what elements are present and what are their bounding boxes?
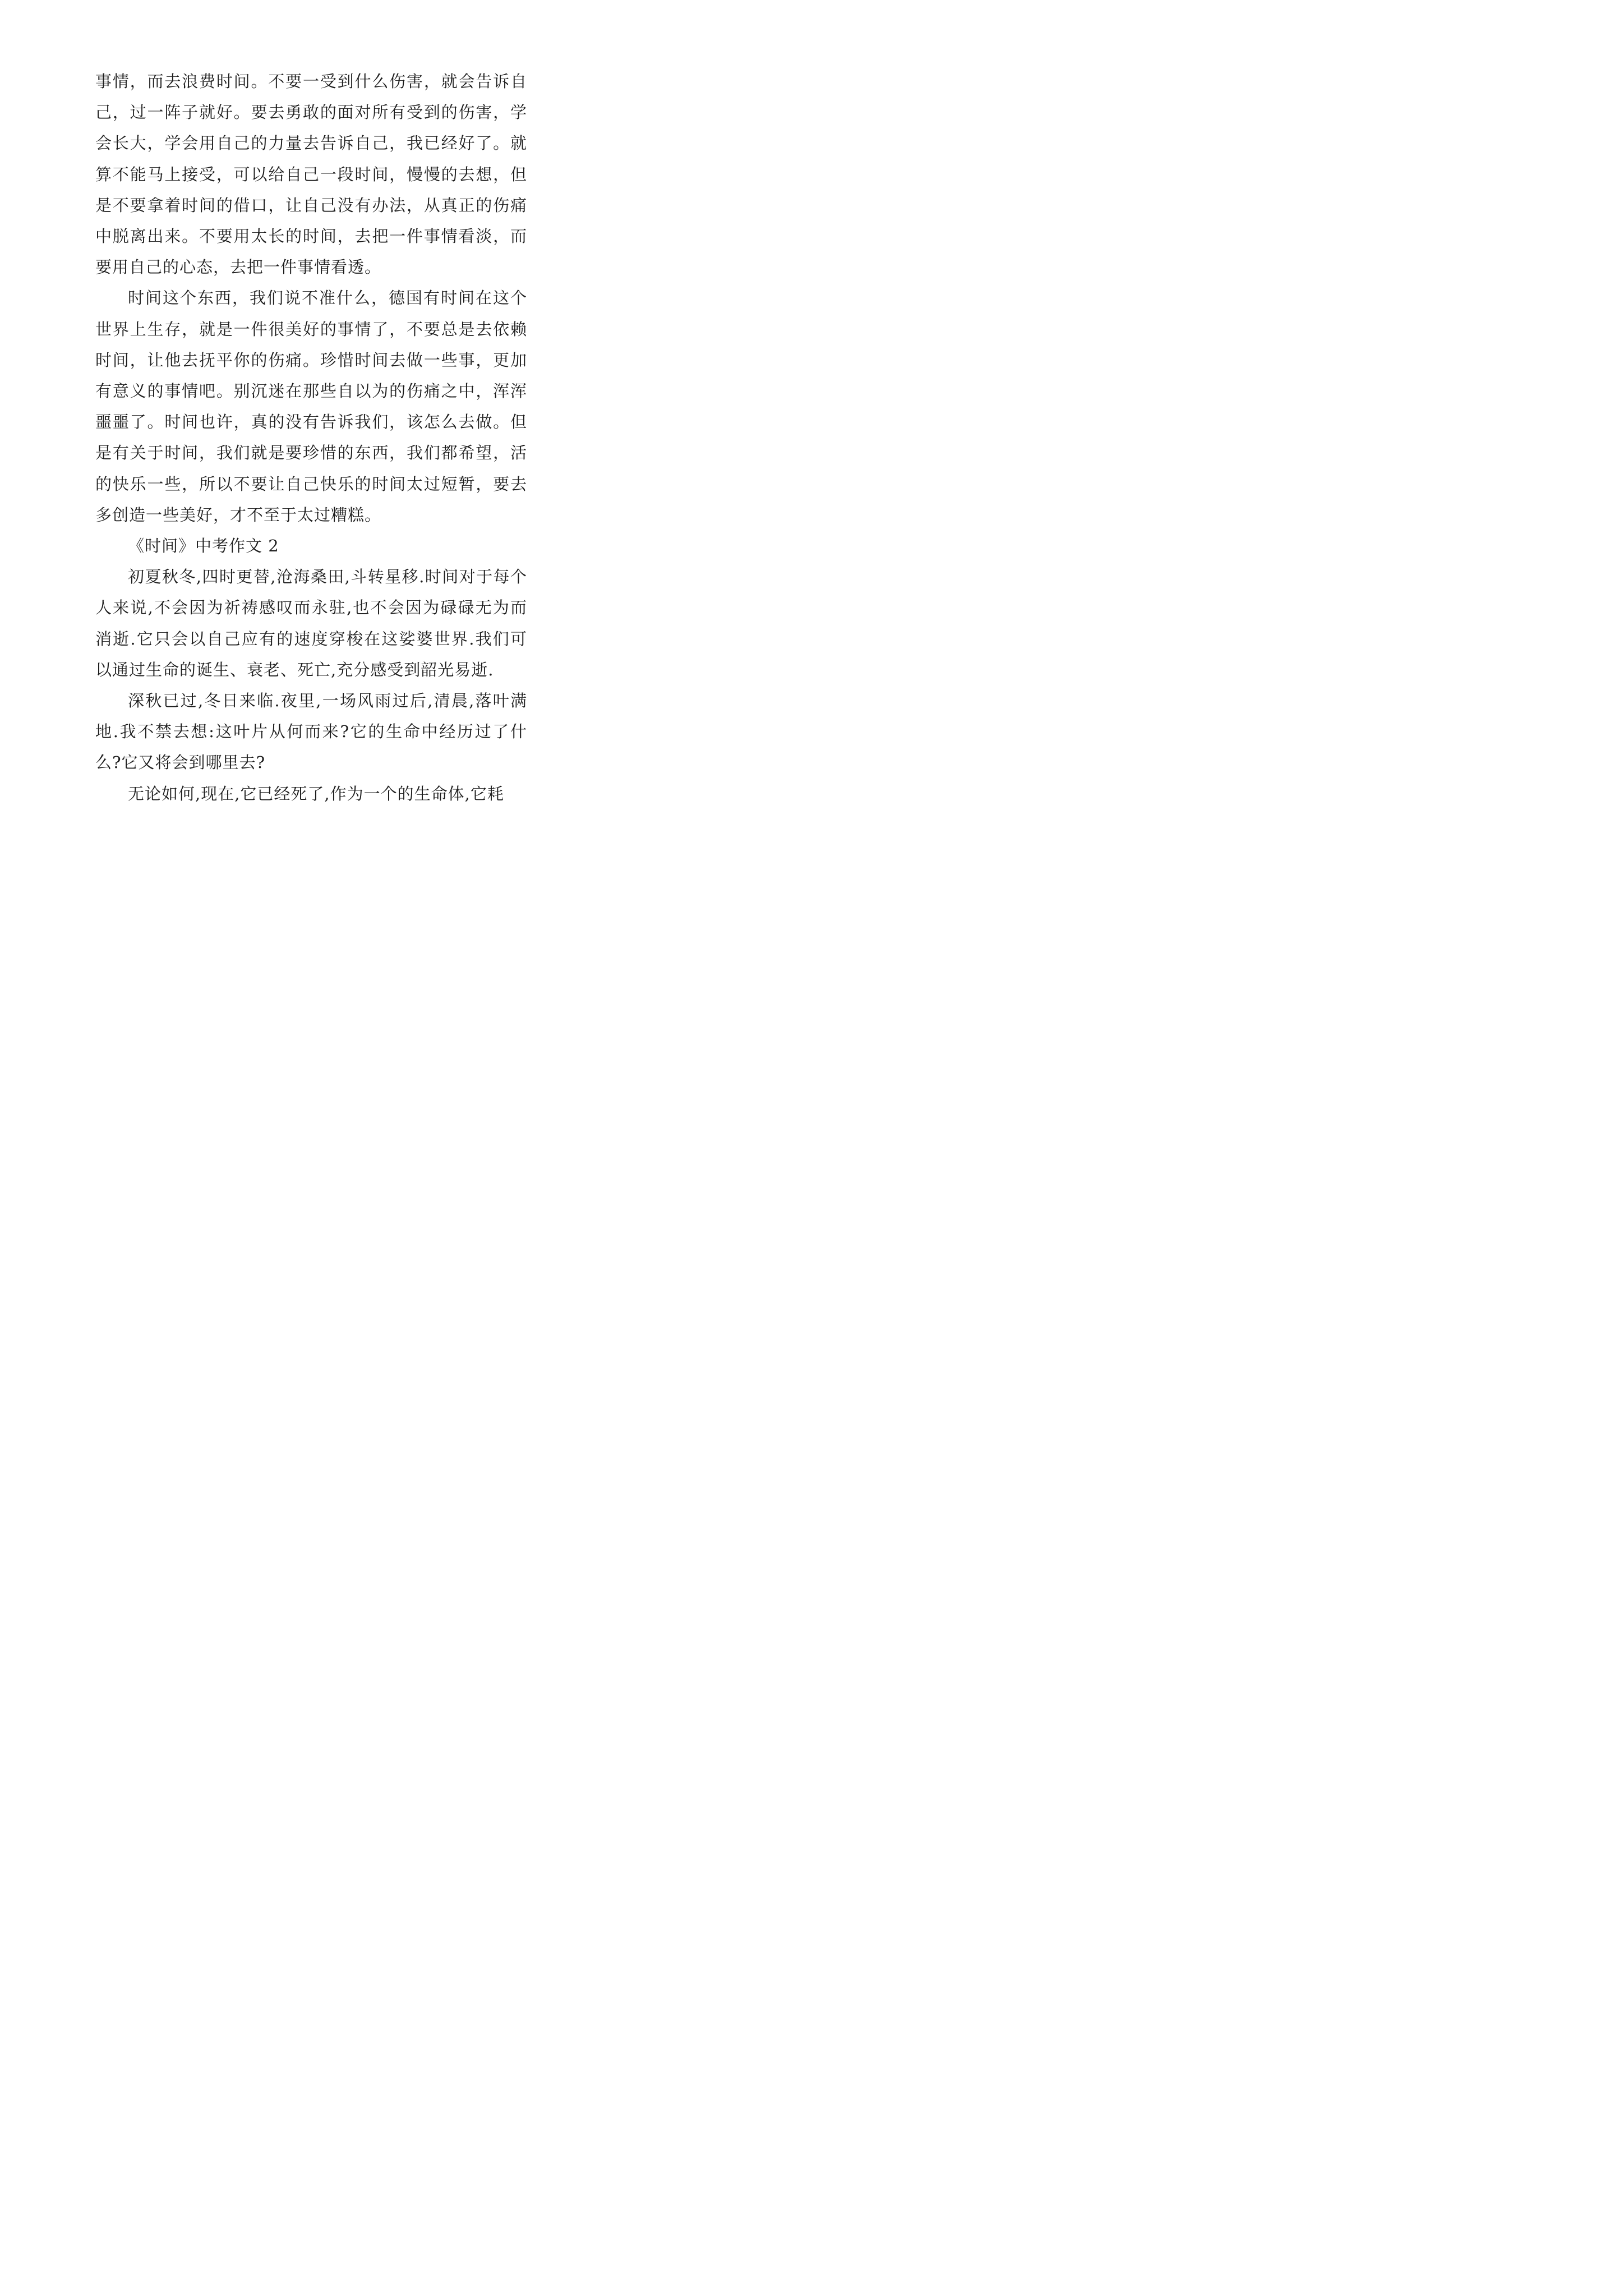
paragraph-late-autumn: 深秋已过,冬日来临.夜里,一场风雨过后,清晨,落叶满地.我不禁去想:这叶片从何而来?它的生命中经历过了什么?它又将会到哪里去?: [95, 691, 527, 772]
paragraph-continuation: 事情，而去浪费时间。不要一受到什么伤害，就会告诉自己，过一阵子就好。要去勇敢的面对所有受到的伤害，学会长大，学会用自己的力量去告诉自己，我已经好了。就算不能马上接受，可以给自己一段时间，慢慢的去想，但是不要拿着时间的借口，让自己没有办法，从真正的伤痛中脱离出来。不要用太长的时间，去把一件事情看淡，而要用自己的心态，去把一件事情看透。: [95, 72, 527, 277]
paragraph-leaf-dead: 无论如何,现在,它已经死了,作为一个的生命体,它耗: [128, 784, 504, 803]
paragraph-time-reflection: 时间这个东西，我们说不准什么，德国有时间在这个世界上生存，就是一件很美好的事情了，不要总是去依赖时间，让他去抚平你的伤痛。珍惜时间去做一些事，更加有意义的事情吧。别沉迷在那些自以为的伤痛之中，浑浑噩噩了。时间也许，真的没有告诉我们，该怎么去做。但是有关于时间，我们就是要珍惜的东西，我们都希望，活的快乐一些，所以不要让自己快乐的时间太过短暂，要去多创造一些美好，才不至于太过糟糕。: [95, 288, 527, 524]
essay-title: 《时间》中考作文 2: [128, 536, 279, 556]
paragraph-seasons: 初夏秋冬,四时更替,沧海桑田,斗转星移.时间对于每个人来说,不会因为祈祷感叹而永驻,也不会因为碌碌无为而消逝.它只会以自己应有的速度穿梭在这娑婆世界.我们可以通过生命的诞生、衰老、死亡,充分感受到韶光易逝.: [95, 567, 527, 679]
document-page: [0, 0, 617, 873]
document-body: [95, 66, 527, 809]
